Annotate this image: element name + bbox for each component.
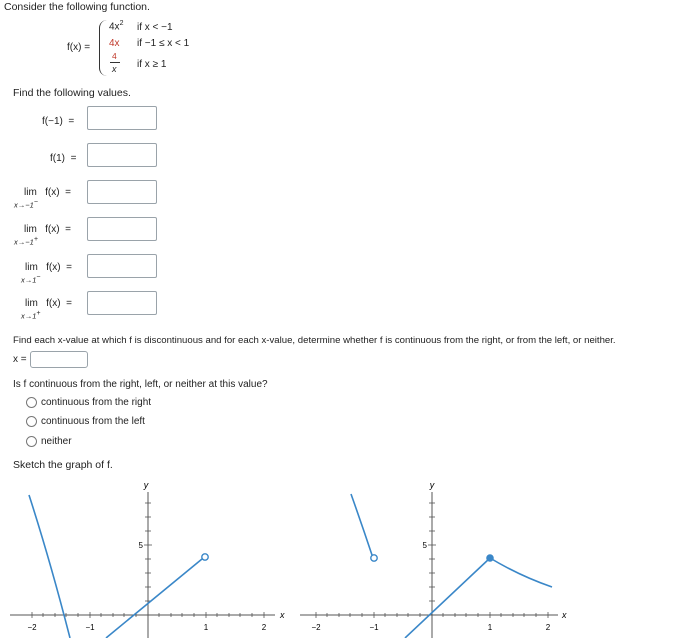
x-value-input[interactable] (30, 351, 88, 368)
lim3-input[interactable] (87, 254, 157, 278)
fraction-bar (110, 62, 120, 63)
graph2-x-label: x (562, 610, 567, 620)
piece-1-expr: $4x^2$ (109, 20, 124, 33)
radio-neither[interactable] (26, 436, 37, 447)
lim2-label: lim f(x) = (24, 224, 71, 235)
graph1-x-tick-1: 1 (203, 623, 209, 632)
piecewise-brace (99, 20, 107, 76)
lim4-input[interactable] (87, 291, 157, 315)
continuity-question: Is f continuous from the right, left, or neither at this value? (13, 379, 268, 390)
lim1-label: lim f(x) = (24, 187, 71, 198)
option-continuous-left-label: continuous from the left (41, 416, 145, 427)
graph1-y-label: y (143, 480, 149, 490)
graph2-y-label: y (429, 480, 435, 490)
discontinuity-prompt: Find each x-value at which f is discontinuous and for each x-value, determine whether f is continuous from the right, or from the left, or neither. (13, 335, 616, 346)
lim3-label: lim f(x) = (25, 262, 72, 273)
piece-1-condition: if x < −1 (137, 22, 173, 33)
f-neg1-input[interactable] (87, 106, 157, 130)
graph1-line-segment (106, 559, 202, 638)
graph2-x-tick-2: 2 (545, 623, 551, 632)
lim1-input[interactable] (87, 180, 157, 204)
graph1-parabola-branch (29, 495, 70, 638)
lim1-sub: x→−1− (14, 199, 38, 210)
function-name: f(x) = (67, 42, 91, 53)
graph2-parabola-branch (351, 494, 372, 555)
find-prompt: Find the following values. (13, 87, 131, 99)
piece-3-denominator: x (112, 64, 117, 74)
graph2-reciprocal-branch (490, 558, 552, 587)
option-continuous-right-label: continuous from the right (41, 397, 152, 408)
sketch-prompt: Sketch the graph of f. (13, 459, 113, 471)
lim4-sub: x→1+ (21, 310, 41, 321)
f-1-input[interactable] (87, 143, 157, 167)
radio-continuous-left[interactable] (26, 416, 37, 427)
graph1-y-tick-5: 5 (138, 541, 143, 550)
f-1-label: f(1) = (50, 153, 77, 164)
piece-3-numerator: 4 (112, 51, 117, 61)
piece-2-expr: 4x (109, 38, 120, 49)
graph-option-1[interactable] (0, 470, 300, 638)
graph1-x-tick-neg2: −2 (27, 623, 37, 632)
graph2-open-point (371, 555, 377, 561)
graph2-y-tick-5: 5 (422, 541, 427, 550)
x-equals-label: x = (13, 354, 27, 365)
graph1-x-label: x (280, 610, 285, 620)
graph2-line-segment (405, 558, 490, 638)
graph2-x-tick-neg1: −1 (369, 623, 379, 632)
lim4-label: lim f(x) = (25, 298, 72, 309)
option-neither-label: neither (41, 436, 72, 447)
piece-3-condition: if x ≥ 1 (137, 59, 167, 70)
graph1-x-tick-neg1: −1 (85, 623, 95, 632)
graph2-closed-point (487, 555, 493, 561)
f-neg1-label: f(−1) = (42, 116, 75, 127)
lim2-input[interactable] (87, 217, 157, 241)
intro-text: Consider the following function. (4, 1, 150, 13)
lim3-sub: x→1− (21, 274, 41, 285)
graph1-open-point (202, 554, 208, 560)
lim2-sub: x→−1+ (14, 236, 38, 247)
graph-option-2[interactable] (300, 470, 600, 638)
piece-2-condition: if −1 ≤ x < 1 (137, 38, 190, 49)
graph1-x-tick-2: 2 (261, 623, 267, 632)
graph2-x-tick-1: 1 (487, 623, 493, 632)
graph2-x-tick-neg2: −2 (311, 623, 321, 632)
radio-continuous-right[interactable] (26, 397, 37, 408)
